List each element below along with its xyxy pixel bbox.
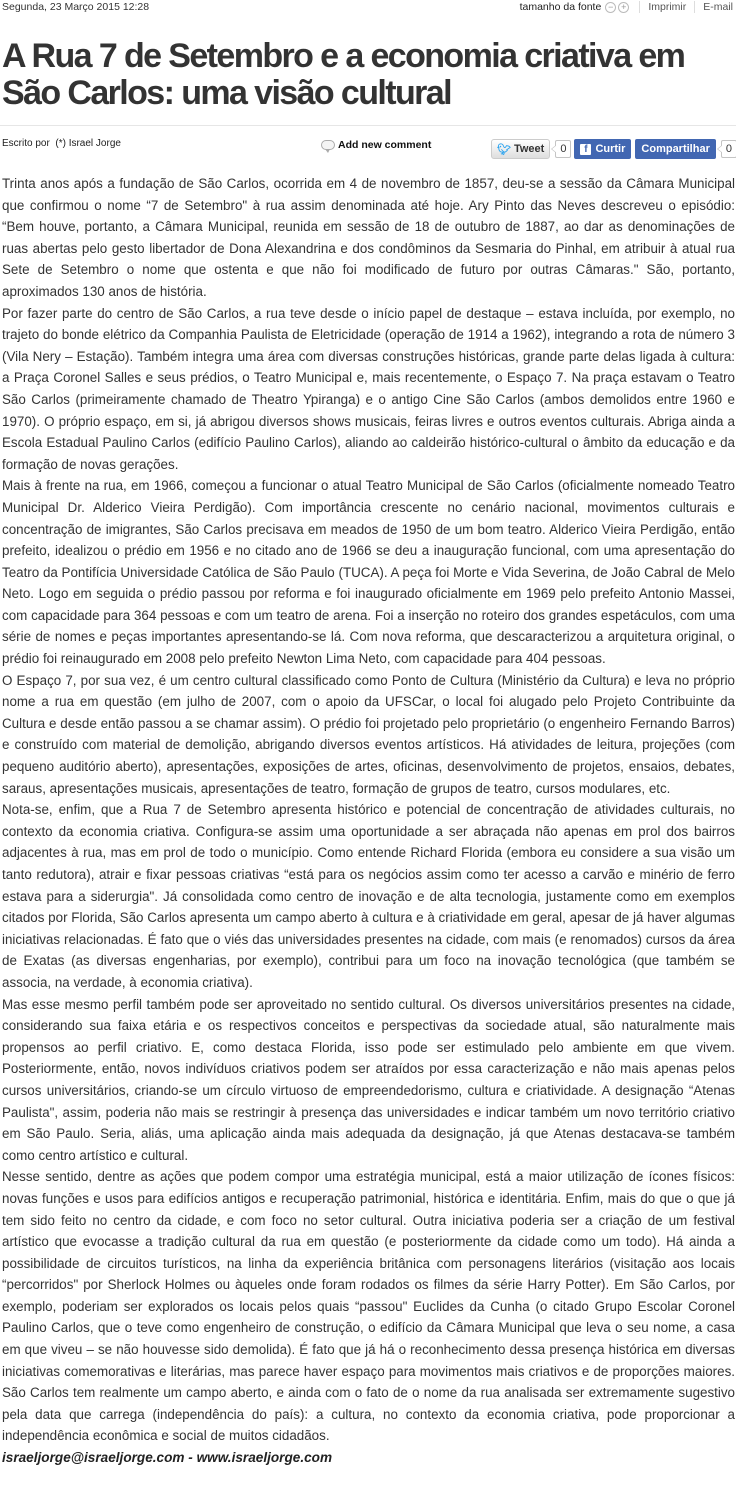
email-link[interactable]: E-mail [703,1,733,13]
font-increase-icon[interactable]: + [618,2,629,13]
font-decrease-icon[interactable]: − [605,2,616,13]
divider [639,1,640,13]
comment-bubble-icon [321,140,335,150]
facebook-like-button[interactable] [574,139,631,159]
social-share-bar [491,139,736,159]
font-size-label: tamanho da fonte [519,1,602,13]
facebook-count: 0 [721,140,736,158]
article-body [2,173,735,1469]
article-tools [520,1,733,13]
paragraph: Mas esse mesmo perfil também pode ser aproveitado no sentido cultural. Os diversos universitários presentes na cidade, considerando sua faixa etária e os respectivos conceitos e perspectivas da sociedade atual, são naturalmente mais propensos ao perfil criativo. E, como destaca Florida, isso pode ser estimulado pelo ambiente em que vivem. Posteriormente, então, novos indivíduos criativos podem ser atraídos por essa caracterização e não mais apenas pelos cursos universitários, criando-se um círculo virtuoso de empreendedorismo, cultura e criatividade. A designação “Atenas Paulista", assim, poderia não mais se restringir à presença das universidades e indicar também um novo território criativo em São Paulo. Seria, aliás, uma aplicação ainda mais adequada da designação, já que Atenas destacava-se também como centro artístico e cultural. [2,996,735,1163]
byline-prefix: Escrito por [2,138,50,149]
publish-date: Segunda, 23 Março 2015 12:28 [2,1,150,13]
facebook-share-label: Compartilhar [641,143,710,155]
title-divider [0,125,736,126]
article-title: A Rua 7 de Setembro e a economia criativa em São Carlos: uma visão cultural [2,37,685,112]
byline [2,138,121,149]
paragraph: Por fazer parte do centro de São Carlos, a rua teve desde o início papel de destaque – estava incluída, por exemplo, no trajeto do bonde elétrico da Companhia Paulista de Eletricidade (operação de 1914 a 1962), integrando a rota de número 3 (Vila Nery – Estação). Também integra uma área com diversas construções históricas, grande parte delas ligada à cultura: a Praça Coronel Salles e seus prédios, o Teatro Municipal e, mais recentemente, o Espaço 7. Na praça estavam o Teatro São Carlos (primeiramente chamado de Theatro Ypiranga) e o antigo Cine São Carlos (ambos demolidos entre 1960 e 1970). O próprio espaço, em si, já abrigou diversos shows musicais, feiras livres e outros eventos culturais. Abriga ainda a Escola Estadual Paulino Carlos (edifício Paulino Carlos), aliando ao caldeirão histórico-cultural o âmbito da educação e da formação de novas gerações. [2,305,735,472]
facebook-like-label: Curtir [595,143,626,155]
tweet-count: 0 [555,140,571,158]
facebook-icon: f [580,144,591,155]
paragraph: O Espaço 7, por sua vez, é um centro cultural classificado como Ponto de Cultura (Ministério da Cultura) e leva no próprio nome a rua em questão (em julho de 2007, com o apoio da UFSCar, o local foi alugado pelo Projeto Contribuinte da Cultura e desde então passou a se chamar assim). O prédio foi projetado pelo proprietário (o engenheiro Fernando Barros) e construído com material de demolição, abrigando diversos eventos artísticos. Há atividades de leitura, projeções (com pequeno auditório aberto), apresentações, exposições de artes, oficinas, desenvolvimento de projetos, ensaios, debates, saraus, apresentações musicais, apresentações de teatro, formação de grupos de teatro, cursos modulares, etc. [2,672,735,796]
twitter-bird-icon: 🐦︎ [497,143,511,156]
paragraph: Nota-se, enfim, que a Rua 7 de Setembro apresenta histórico e potencial de concentração de atividades culturais, no contexto da economia criativa. Configura-se assim uma oportunidade a ser abraçada não apenas em prol dos bairros adjacentes à rua, mas em prol de todo o município. Como entende Richard Florida (embora eu considere a sua visão um tanto redutora), atrair e fixar pessoas criativas “está para os negócios assim como ter acesso a carvão e minério de ferro estava para a siderurgia". Já consolidada como centro de inovação e de alta tecnologia, justamente como em exemplos citados por Florida, São Carlos apresenta um campo aberto à cultura e à criatividade em geral, apesar de já haver algumas iniciativas relacionadas. É fato que o viés das universidades presentes na cidade, com mais (e renomados) cursos da área de Exatas (as diversas engenharias, por exemplo), contribui para um foco na inovação tecnológica (que também se associa, na verdade, à economia criativa). [2,802,735,990]
divider [694,1,695,13]
top-bar [0,0,736,16]
add-comment-link[interactable] [321,139,431,151]
print-link[interactable]: Imprimir [648,1,687,13]
tweet-label: Tweet [513,143,545,155]
author-signature: israeljorge@israeljorge.com - www.israeljorge.com [2,1450,333,1466]
add-comment-label: Add new comment [338,139,432,151]
facebook-share-button[interactable] [635,139,715,159]
paragraph: Mais à frente na rua, em 1966, começou a funcionar o atual Teatro Municipal de São Carlos (oficialmente nomeado Teatro Municipal Dr. Alderico Vieira Perdigão). Com importância crescente no cenário nacional, movimentos culturais e concentração de imigrantes, São Carlos precisava em meados de 1950 de um bom teatro. Alderico Vieira Perdigão, então prefeito, idealizou o prédio em 1956 e no citado ano de 1966 se deu a inauguração funcional, com uma apresentação do Teatro da Pontifícia Universidade Católica de São Paulo (TUCA). A peça foi Morte e Vida Severina, de João Cabral de Melo Neto. Logo em seguida o prédio passou por reforma e foi inaugurado oficialmente em 1969 pelo prefeito Antonio Massei, com capacidade para 364 pessoas e com um teatro de arena. Foi a inserção no roteiro dos grandes espetáculos, com uma série de nomes e peças importantes apresentando-se lá. Com nova reforma, que descaracterizou a arquitetura original, o prédio foi reinaugurado em 2008 pelo prefeito Newton Lima Neto, com capacidade para 404 pessoas. [2,478,735,667]
paragraph: Nesse sentido, dentre as ações que podem compor uma estratégia municipal, está a maior utilização de ícones físicos: novas funções e usos para edifícios antigos e recuperação patrimonial, histórica e identitária. Enfim, mais do que o que já tem sido feito no centro da cidade, e com foco no setor cultural. Outra iniciativa poderia ser a criação de um festival artístico que evocasse a tradição cultural da rua em questão (e posteriormente da cidade como um todo). Há ainda a possibilidade de circuitos turísticos, na linha da experiência britânica com personagens literários (visitação aos locais “percorridos" por Sherlock Holmes ou àqueles onde foram rodados os filmes da série Harry Potter). Em São Carlos, por exemplo, poderiam ser explorados os locais pelos quais “passou" Euclides da Cunha (o citado Grupo Escolar Coronel Paulino Carlos, que o teve como engenheiro de construção, o edifício da Câmara Municipal que leva o seu nome, a casa em que viveu – se não houvesse sido demolida). É fato que já há o reconhecimento dessa presença histórica em diversas iniciativas comemorativas e literárias, mas parece haver espaço para movimentos mais criativos e de proporções maiores. São Carlos tem realmente um campo aberto, e ainda com o fato de o nome da rua analisada ser extremamente sugestivo pela data que carrega (independência do país): a cultura, no contexto da economia criativa, pode proporcionar a independência econômica e social de muitos cidadãos. [2,1169,735,1444]
author-name: (*) Israel Jorge [55,138,121,149]
paragraph: Trinta anos após a fundação de São Carlos, ocorrida em 4 de novembro de 1857, deu-se a sessão da Câmara Municipal que confirmou o nome “7 de Setembro" à rua assim denominada até hoje. Ary Pinto das Neves descreveu o episódio: “Bem houve, portanto, a Câmara Municipal, reunida em sessão de 18 de outubro de 1887, ao dar as denominações de ruas abertas pelo gesto libertador de Dona Alexandrina e dos condôminos da Sesmaria do Pinhal, em atribuir à atual rua Sete de Setembro o nome que ostenta e que não foi modificado de futuro por outras Câmaras." São, portanto, aproximados 130 anos de história. [2,176,735,299]
tweet-button[interactable] [491,139,550,159]
